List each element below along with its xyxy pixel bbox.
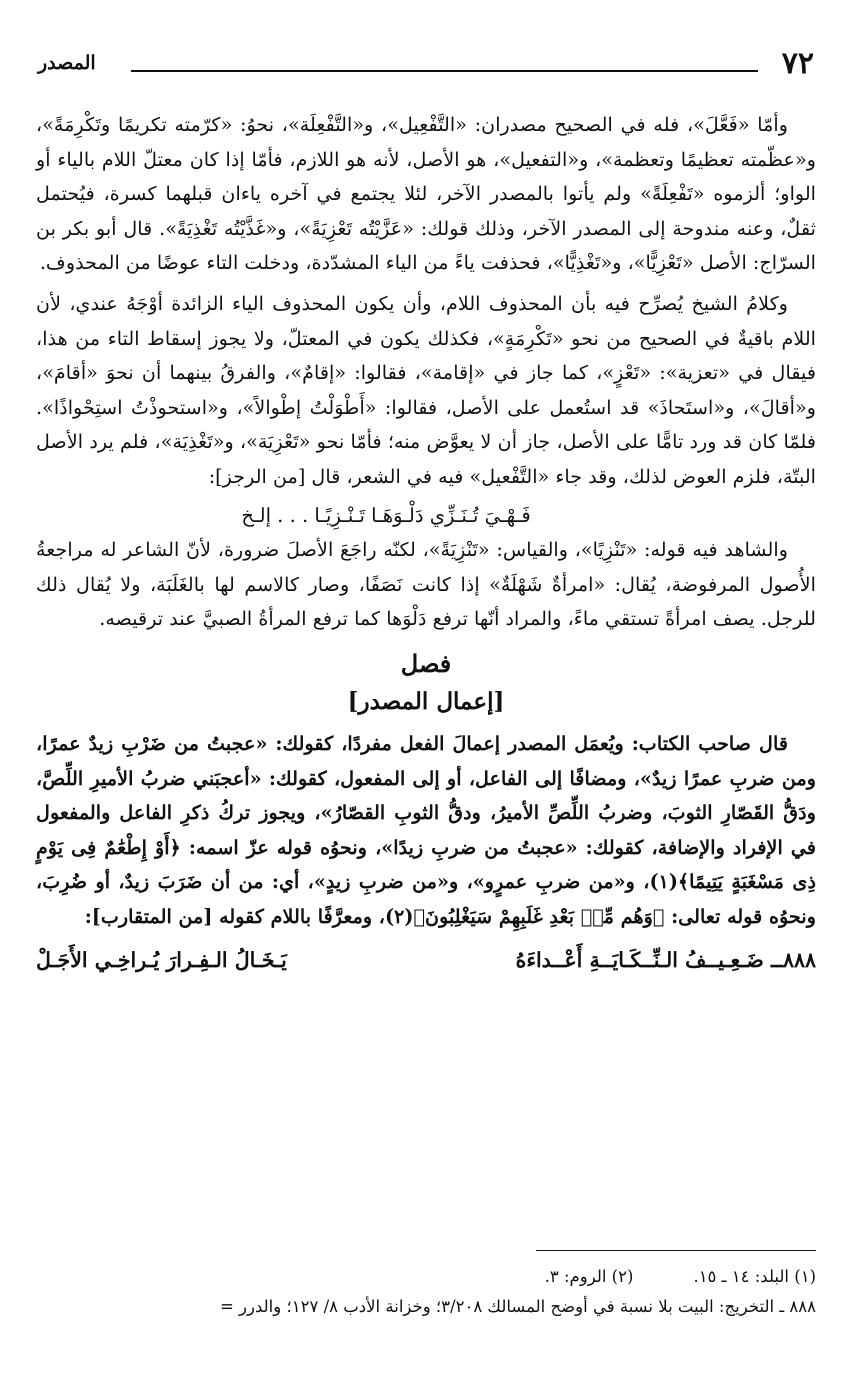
page-header: [36, 44, 816, 84]
footnote-rule: [536, 1250, 816, 1251]
verse-888: [36, 942, 816, 978]
paragraph-1: وأمّا «فَعَّلَ»، فله في الصحيح مصدران: «التَّفْعِيل»، و«التَّفْعِلَة»، نحوُ: «كرّمته تكريمًا وتَكْرِمَةً»، و«عظّمته تعظيمًا وتعظمة»، و«التفعيل»، هو الأصل، لأنه هو اللازم، فأمّا إذا كان معتلّ اللام بالياء أو الواو؛ ألزموه «تَفْعِلَةً» ولم يأتوا بالمصدر الآخر، لئلا يجتمع في آخره ياءان قبلهما كسرة، فيُحتمل ثقلٌ، وعنه مندوحة إلى المصدر الآخر، وذلك قولك: «عَزَّيْتُه تَعْزِيَةً»، و«غَذَّيْتُه تَغْذِيَةً». قال أبو بكر بن السرّاج: الأصل «تَعْزِيًّا»، و«تَغْذِيًّا»، فحذفت ياءً من الياء المشدّدة، ودخلت التاء عوضًا من المحذوف.: [36, 113, 816, 275]
main-text: قال صاحب الكتاب: ويُعمَل المصدر إعمالَ الفعل مفردًا، كقولك: «عجبتُ من ضَرْبِ زيدٌ عمرًا، ومن ضربِ عمرًا زيدٌ»، ومضافًا إلى الفاعل، أو إلى المفعول، كقولك: «أعجبَني ضربُ الأميرِ اللِّصَّ، ودَقُّ القَصّارِ الثوبَ، وضربُ اللِّصِّ الأميرُ، ودقُّ الثوبِ القصّارُ»، ويجوز تركُ ذكرِ الفاعل والمفعول في الإفراد والإضافة، كقولك: «عجبتُ من ضربِ زيدًا»، ونحوُه قوله عزّ اسمه: ﴿أَوْ إِطْعَٰمٌ فِى يَوْمٍ ذِى مَسْغَبَةٍ يَتِيمًا﴾(١)، و«من ضربِ عمرٍو»، و«من ضربِ زيدٍ»، أي: من أن ضَرَبَ زيدٌ، أو ضُرِبَ، ونحوُه قوله تعالى: ﴿وَهُم مِّنۢ بَعْدِ غَلَبِهِمْ سَيَغْلِبُونَ﴾(٢)، ومعرَّفًا باللام كقوله [من المتقارب]:: [36, 731, 816, 928]
page-number: ٧٢: [781, 46, 814, 81]
footnote-line-1: [36, 1262, 816, 1292]
takhrij-footnote: ٨٨٨ ـ التخريج: البيت بلا نسبة في أوضح المسالك ٣/٢٠٨؛ وخزانة الأدب ٨/ ١٢٧؛ والدرر =: [219, 1297, 816, 1316]
verse-fragment: فَـهْـيَ تُـنَـزِّي دَلْـوَهَـا تَـنْـزِيًـا . . . إلـخ: [241, 503, 531, 527]
footnote-1: (١) البلد: ١٤ ـ ١٥.: [693, 1267, 816, 1286]
paragraph-2: وكلامُ الشيخ يُصرِّح فيه بأن المحذوف اللام، وأن يكون المحذوف الياء الزائدة أوْجَهُ عندي، لأن اللام باقيةٌ في الصحيح من نحو «تَكْرِمَةٍ»، فكذلك يكون في المعتلّ، ولا يجوز إسقاط التاء من هذا، فيقال في «تعزية»: «تَعْزٍ»، كما جاز في «إقامة»، فقالوا: «إقامٌ»، والفرقُ بينهما أن نحوَ «أقامَ»، و«أقالَ»، و«استَحاذَ» قد استُعمل على الأصل، فقالوا: «أَطْوَلْتُ إطْوالاً»، و«استحوذْتُ استِحْواذًا». فلمّا كان قد ورد تامًّا على الأصل، جاز أن لا يعوَّض منه؛ فأمّا نحو «تَعْزِيَة»، و«تَغْذِيَة»، فلم يرد الأصل البتّة، فلزم العوض لذلك، وقد جاء «التَّفْعيل» فيه في الشعر، قال [من الرجز]:: [36, 291, 816, 488]
main-content: [36, 108, 816, 978]
header-rule: [131, 70, 758, 72]
verse-888-first-hemistich: ٨٨٨ــ ضَـعِـيــفُ الـنِّــكَـايَــةِ أَعْــداءَهُ: [515, 948, 816, 973]
footnote-2: (٢) الروم: ٣.: [544, 1267, 634, 1286]
section-subheading: [إعمال المصدر]: [347, 687, 505, 715]
section-heading: فصل: [400, 648, 452, 678]
document-page: [36, 44, 816, 1344]
running-title: المصدر: [38, 52, 96, 74]
verse-888-second-hemistich: يَـخَـالُ الـفِـرارَ يُـراخِـي الأَجَـلْ: [36, 948, 287, 973]
paragraph-3: والشاهد فيه قوله: «تَنْزِيًا»، والقياس: «تَنْزِيَةً»، لكنّه راجَعَ الأصلَ ضرورة، لأنّ الشاعر له مراجعةُ الأُصول المرفوضة، يُقال: «امرأةٌ شَهْلَةٌ» إذا كانت نَصَفًا، وصار كالاسم لها بالغَلَبَة، ولا يُقال ذلك للرجل. يصف امرأةً تستقي ماءً، والمراد أنّها ترفع دَلْوَها كما ترفع المرأةُ الصبيَّ عند ترقيصه.: [36, 538, 816, 631]
footnotes: [36, 1262, 816, 1322]
